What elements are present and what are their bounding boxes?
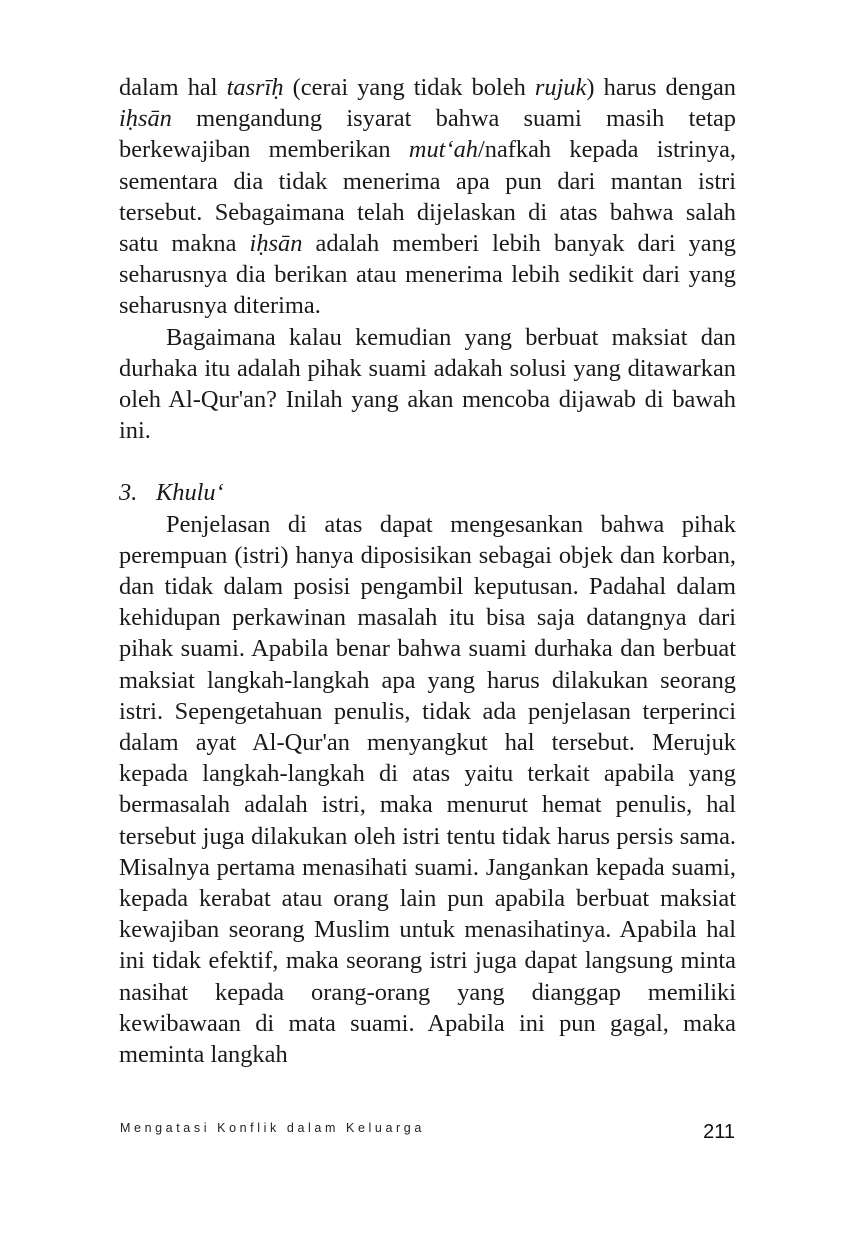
section-number: 3. [119,479,138,507]
paragraph-khulu: Penjelasan di atas dapat mengesankan bahwa pihak perempuan (istri) hanya diposisikan sebagai objek dan korban, dan tidak dalam posisi pengambil keputusan. Padahal dalam kehidupan perkawinan masalah itu bisa saja datangnya dari pihak suami. Apabila benar bahwa suami durhaka dan berbuat maksiat langkah-langkah apa yang harus dilakukan seorang istri. Sepengetahuan penulis, tidak ada penjelasan terperinci dalam ayat Al-Qur'an menyangkut hal tersebut. Merujuk kepada langkah-langkah di atas yaitu terkait apabila yang bermasalah adalah istri, maka menurut hemat penulis, hal tersebut juga dilakukan oleh istri tentu tidak harus persis sama. Misalnya pertama menasihati suami. Jangankan kepada suami, kepada kerabat atau orang lain pun apabila berbuat maksiat kewajiban seorang Muslim untuk menasihatinya. Apabila hal ini tidak efektif, maka seorang istri juga dapat langsung minta nasihat kepada orang-orang yang dianggap memiliki kewibawaan di mata suami. Apabila ini pun gagal, maka meminta langkah [119,510,736,1069]
paragraph-question: Bagaimana kalau kemudian yang berbuat maksiat dan durhaka itu adalah pihak suami adakah solusi yang ditawarkan oleh Al-Qur'an? Inilah yang akan mencoba dijawab di bawah ini. [119,323,736,445]
paragraph-tasrih [119,72,736,322]
running-footer-title: Mengatasi Konflik dalam Keluarga [120,1121,425,1135]
text-run: dalam hal [119,74,227,101]
term-rujuk: rujuk [534,74,587,101]
text-run: /nafkah kepada istrinya, sementara dia tidak menerima apa pun dari mantan istri tersebut. Sebagaimana telah dijelaskan di atas bahwa salah satu makna [119,136,736,258]
term-ihsan: iḥsān [119,105,172,133]
page-number: 211 [703,1121,735,1143]
text-run: ) harus dengan [586,74,736,101]
page-body [119,72,736,1070]
term-tasrih: tasrīḥ [226,74,284,101]
section-title: Khulu‘ [156,479,224,507]
text-run: adalah memberi lebih banyak dari yang seharusnya dia berikan atau menerima lebih sedikit dari yang seharusnya diterima. [119,230,736,320]
text-run: (cerai yang tidak boleh [283,74,535,101]
section-heading [119,477,736,508]
term-ihsan: iḥsān [249,230,303,258]
term-mutah: mut‘ah [408,136,478,164]
text-run: mengandung isyarat bahwa suami masih tetap berkewajiban memberikan [119,105,736,164]
